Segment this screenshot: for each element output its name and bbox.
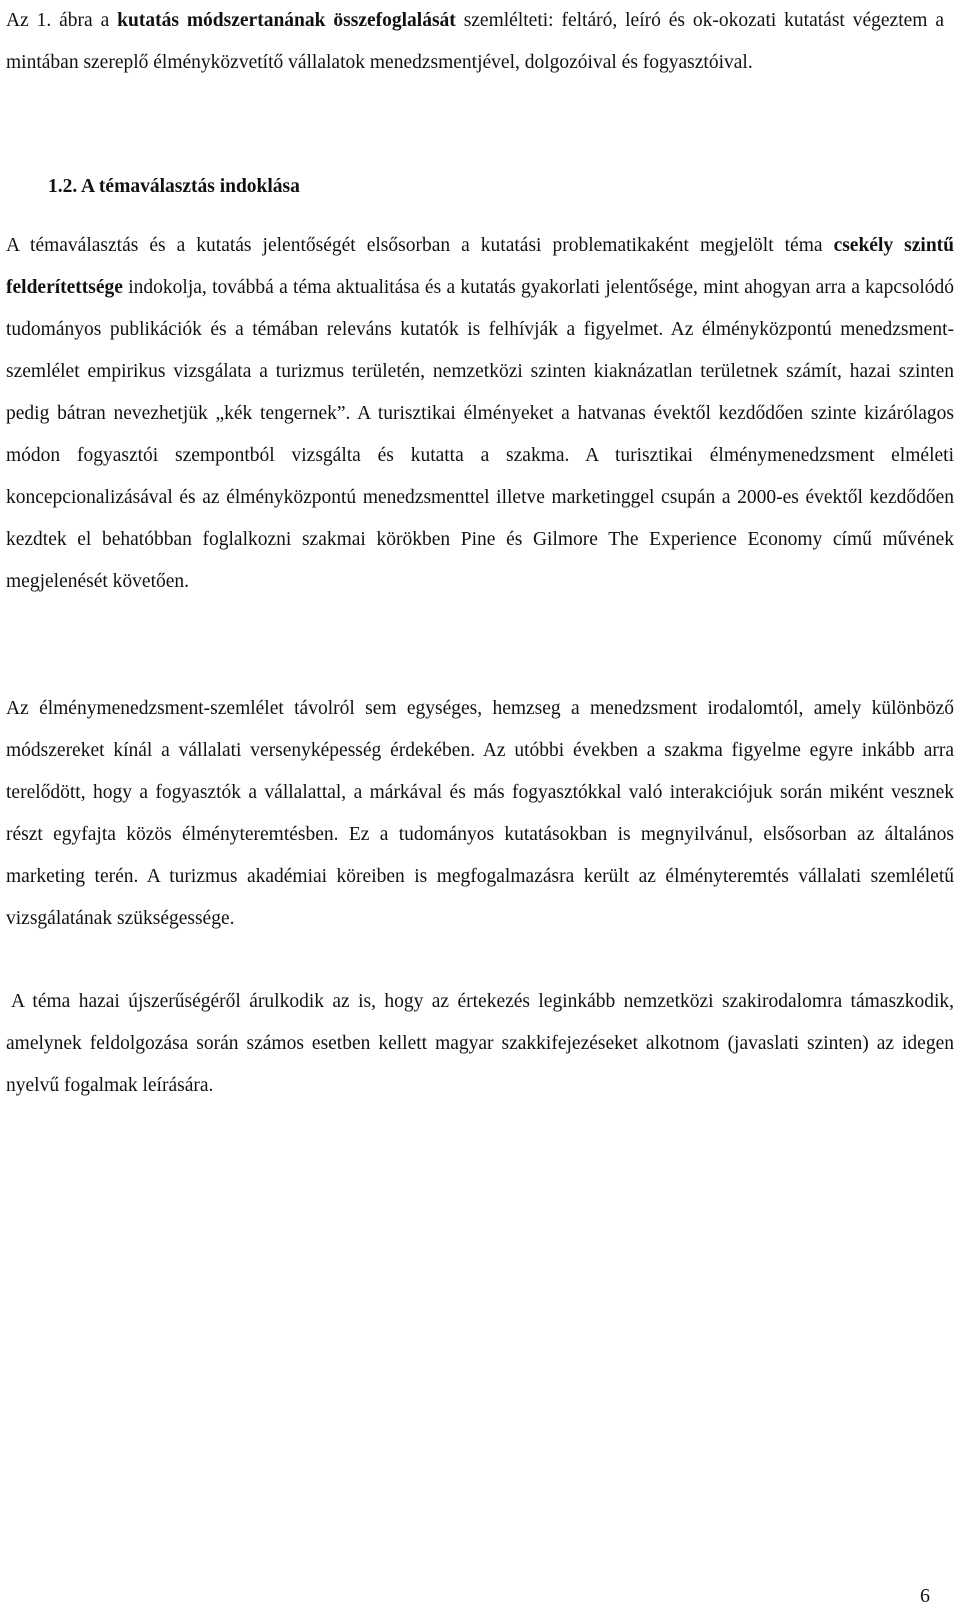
p3-text: A téma hazai újszerűségéről árulkodik az is, hogy az értekezés leginkább nemzetközi szakirodalomra támaszkodik, amelynek feldolgozása során számos esetben kellett magyar szakkifejezéseket alkotnom (javaslati szinten) az idegen nyelvű fogalmak leírására.: [6, 991, 954, 1096]
body-paragraph-2: Az élménymenedzsment-szemlélet távolról sem egységes, hemzseg a menedzsment irodalomtól, amely különböző módszereket kínál a vállalati versenyképesség érdekében. Az utóbbi években a szakma figyelme egyre inkább arra terelődött, hogy a fogyasztók a vállalattal, a márkával és más fogyasztókkal való interakciójuk során miként vesznek részt egyfajta közös élményteremtésben. Ez a tudományos kutatásokban is megnyilvánul, elsősorban az általános marketing terén. A turizmus akadémiai köreiben is megfogalmazásra került az élményteremtés vállalati szemléletű vizsgálatának szükségessége.: [6, 698, 954, 929]
p1-suffix: indokolja, továbbá a téma aktualitása és a kutatás gyakorlati jelentősége, mint ahogyan arra a kapcsolódó tudományos publikációk és a témában releváns kutatók is felhívják a figyelmet. Az élményközpontú menedzsment-szemlélet empirikus vizsgálata a turizmus területén, nemzetközi szinten kiaknázatlan területnek számít, hazai szinten pedig bátran nevezhetjük „kék tengernek”. A turisztikai élményeket a hatvanas évektől kezdődően szinte kizárólagos módon fogyasztói szempontból vizsgálta és kutatta a szakma. A turisztikai élménymenedzsment elméleti koncepcionalizásával és az élményközpontú menedzsmenttel illetve marketinggel csupán a 2000-es évektől kezdődően kezdtek el behatóbban foglalkozni szakmai körökben Pine és Gilmore The Experience Economy című művének megjelenését követően.: [6, 277, 954, 592]
intro-paragraph: [6, 0, 944, 84]
section-heading: 1.2. A témaválasztás indoklása: [48, 176, 300, 197]
page-number: 6: [920, 1585, 930, 1607]
body-paragraph-3: [6, 981, 954, 1107]
intro-bold: kutatás módszertanának összefoglalását: [117, 10, 456, 31]
p1-prefix: A témaválasztás és a kutatás jelentőségét elsősorban a kutatási problematikaként megjelölt téma: [6, 235, 834, 256]
intro-prefix: Az 1. ábra a: [6, 10, 118, 31]
body-paragraph-1: [6, 225, 954, 603]
intro-suffix: szemlélteti: feltáró, leíró és ok-okozati kutatást végeztem a mintában szereplő élményközvetítő vállalatok menedzsmentjével, dolgozóival és fogyasztóival.: [6, 10, 944, 73]
p1-bold: csekély szintű felderítettsége: [6, 235, 954, 298]
